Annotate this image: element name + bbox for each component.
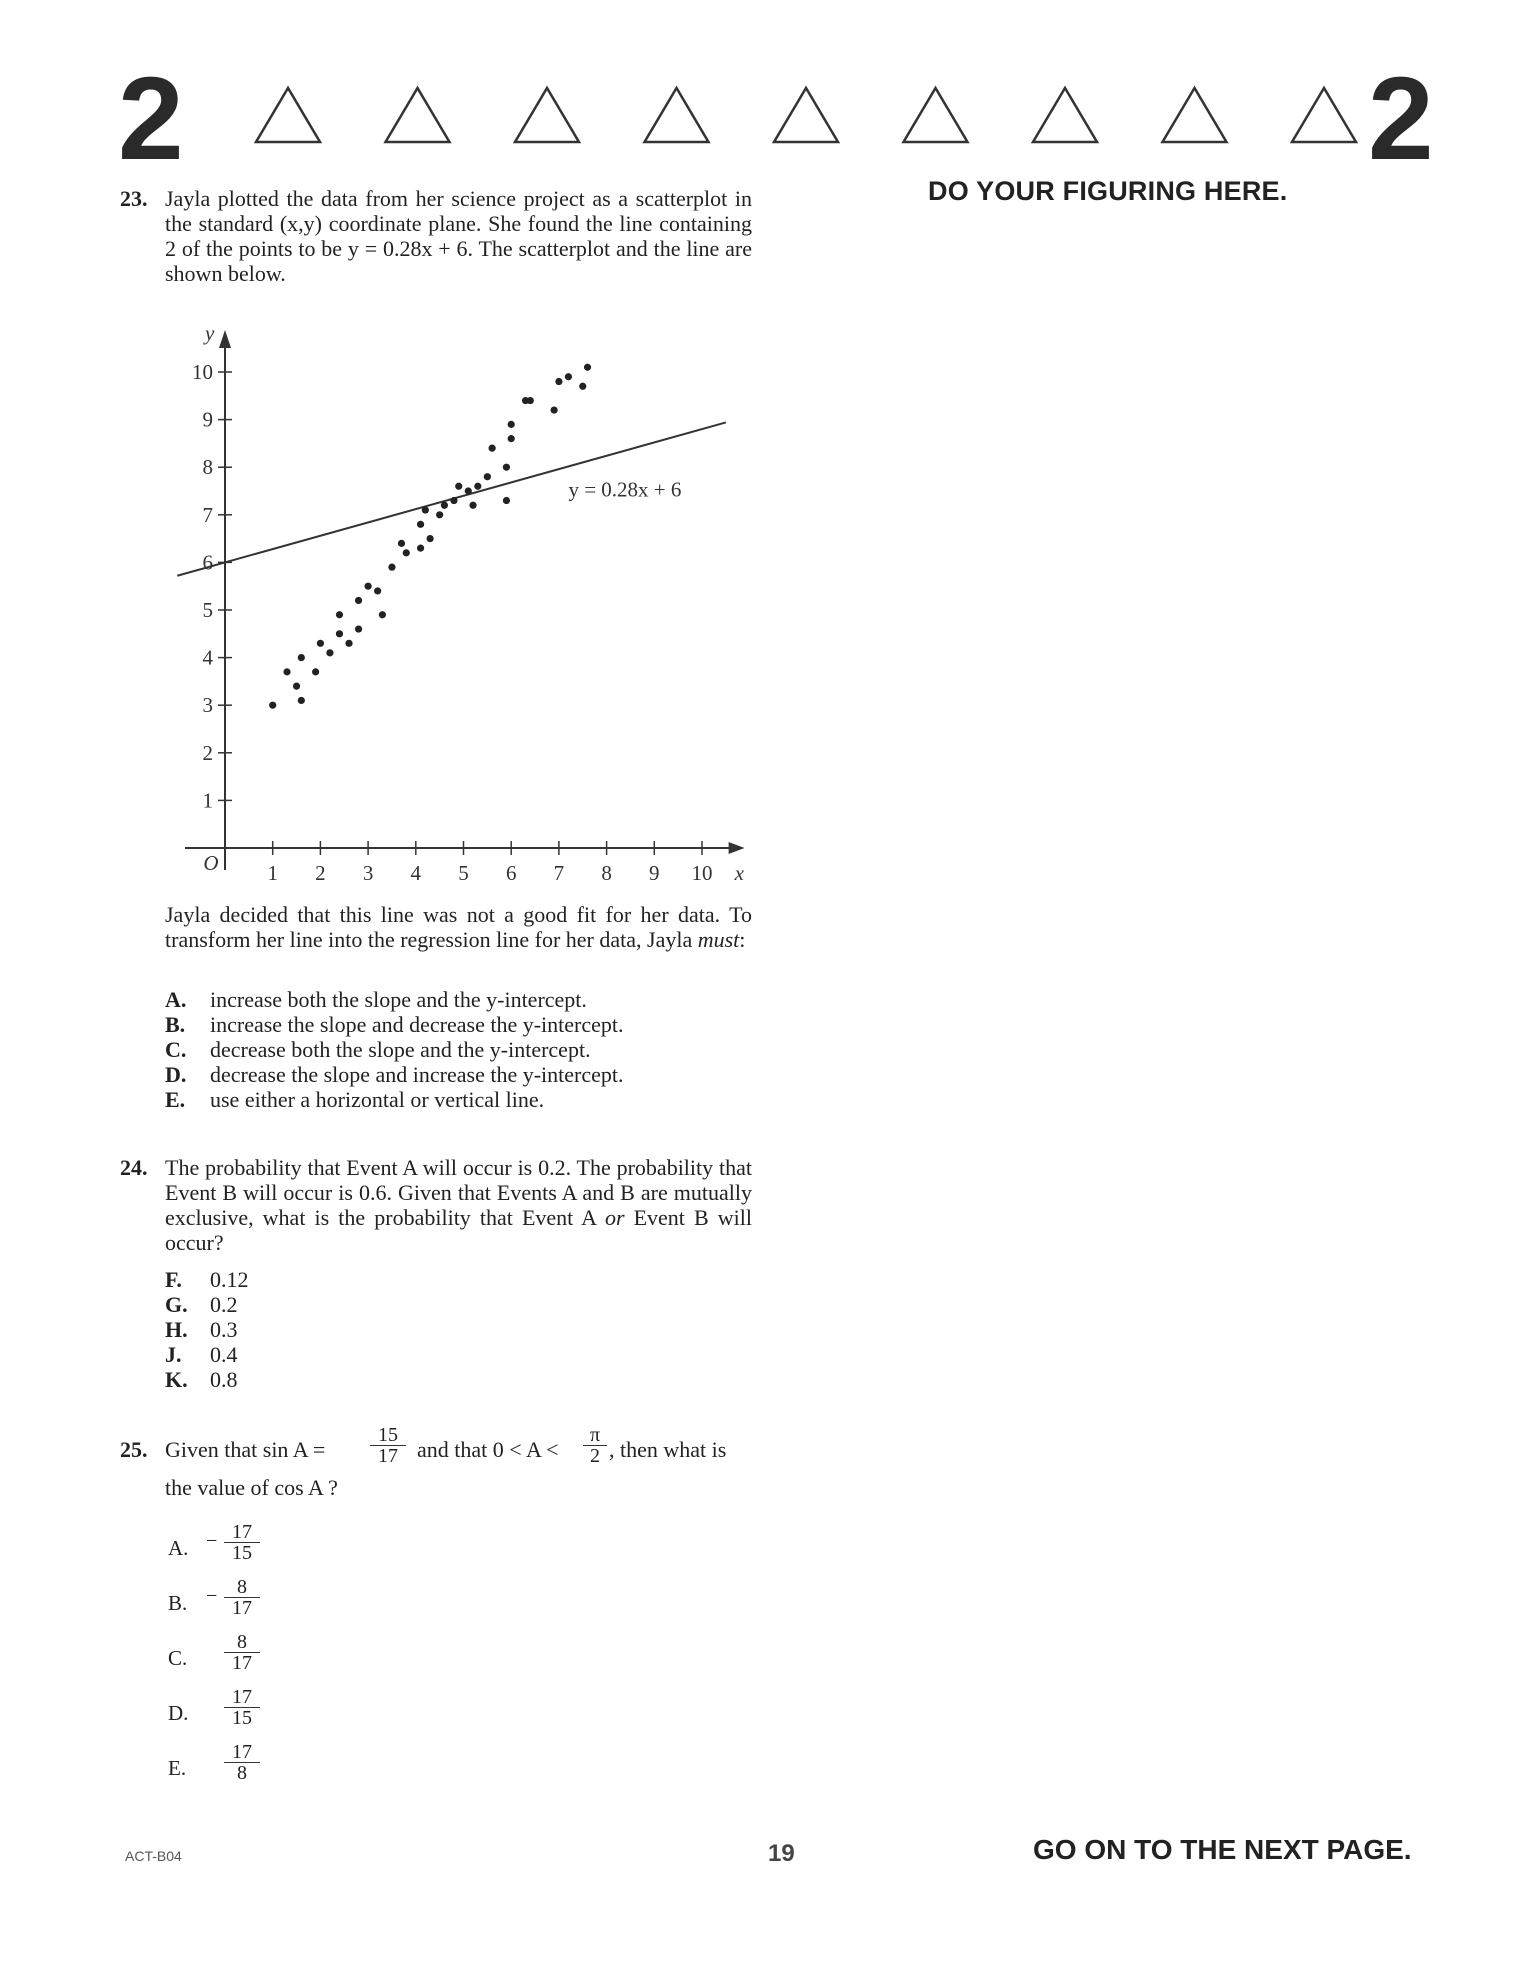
y-axis-arrow — [219, 330, 231, 348]
denominator: 15 — [232, 1542, 252, 1564]
denominator: 8 — [237, 1762, 247, 1784]
choice-text: 0.2 — [210, 1292, 238, 1317]
question-23-stem-text: Jayla decided that this line was not a good fit for her data. To transform her line into the regression line for her data, Jayla — [165, 902, 752, 952]
answer-choice-b[interactable] — [168, 1577, 268, 1625]
x-axis-arrow — [729, 842, 745, 854]
data-point — [450, 497, 457, 504]
choice-text: use either a horizontal or vertical line. — [210, 1087, 545, 1112]
choice-letter: F. — [165, 1267, 182, 1292]
negative-sign: − — [206, 1585, 218, 1607]
numerator: 17 — [224, 1687, 260, 1708]
question-23-stem-continued — [165, 902, 752, 952]
answer-choice-c[interactable] — [168, 1632, 268, 1680]
triangle-icon — [1033, 88, 1097, 142]
denominator: 15 — [232, 1707, 252, 1729]
triangle-icon — [774, 88, 838, 142]
data-point — [298, 654, 305, 661]
triangle-icon — [645, 88, 709, 142]
choice-text: increase both the slope and the y-intercept. — [210, 987, 587, 1012]
question-23-stem: Jayla plotted the data from her science project as a scatterplot in the standard (x,y) coordinate plane. She found the line containing 2 of the points to be y = 0.28x + 6. The scatterplot and the line are shown below. — [165, 186, 752, 286]
data-point — [436, 511, 443, 518]
choice-text: 0.8 — [210, 1367, 238, 1392]
numerator: 17 — [224, 1742, 260, 1763]
y-tick-label: 8 — [202, 455, 213, 480]
choice-letter: A. — [168, 1536, 189, 1560]
triangle-icon — [904, 88, 968, 142]
triangle-icon — [256, 88, 320, 142]
choice-letter: D. — [165, 1062, 187, 1087]
form-code: ACT-B04 — [125, 1848, 182, 1864]
x-tick-label: 4 — [410, 861, 422, 880]
data-point — [374, 587, 381, 594]
next-page-note: GO ON TO THE NEXT PAGE. — [1033, 1834, 1412, 1865]
data-point — [326, 649, 333, 656]
y-tick-label: 2 — [202, 740, 213, 765]
data-point — [336, 611, 343, 618]
y-tick-label: 5 — [202, 598, 213, 622]
choice-letter: E. — [168, 1756, 187, 1780]
data-point — [474, 483, 481, 490]
choice-text: 0.4 — [210, 1342, 238, 1367]
section-number-left: 2 — [118, 53, 184, 185]
data-point — [503, 497, 510, 504]
question-24-emphasis: or — [604, 1205, 625, 1230]
x-tick-label: 7 — [553, 861, 565, 880]
negative-sign: − — [206, 1530, 218, 1552]
pi-numerator: π — [583, 1425, 607, 1446]
question-24-number: 24. — [120, 1155, 148, 1180]
denominator: 17 — [232, 1597, 252, 1619]
y-tick-label: 10 — [192, 360, 213, 384]
answer-choice-h[interactable] — [165, 1317, 238, 1342]
sin-fraction — [370, 1425, 406, 1466]
data-point — [484, 473, 491, 480]
choice-letter: H. — [165, 1317, 188, 1342]
data-point — [336, 630, 343, 637]
answer-choice-a[interactable] — [165, 987, 587, 1012]
data-point — [365, 583, 372, 590]
choice-text: decrease both the slope and the y-intercept. — [210, 1037, 591, 1062]
question-25-stem-mid: and that 0 < A < — [417, 1437, 559, 1462]
x-axis-label: x — [734, 861, 744, 880]
data-point — [584, 364, 591, 371]
figuring-note: DO YOUR FIGURING HERE. — [928, 176, 1288, 206]
y-tick-label: 9 — [202, 407, 213, 432]
y-tick-label: 3 — [202, 693, 213, 718]
data-point — [579, 383, 586, 390]
data-point — [508, 435, 515, 442]
data-point — [503, 464, 510, 471]
choice-letter: K. — [165, 1367, 188, 1392]
choice-letter: C. — [168, 1646, 188, 1670]
x-tick-label: 2 — [315, 861, 326, 880]
choice-text: increase the slope and decrease the y-intercept. — [210, 1012, 624, 1037]
data-point — [441, 502, 448, 509]
answer-choice-c[interactable] — [165, 1037, 591, 1062]
choice-letter: B. — [168, 1591, 188, 1615]
data-point — [312, 668, 319, 675]
answer-choice-k[interactable] — [165, 1367, 238, 1392]
triangle-icon — [1163, 88, 1227, 142]
answer-choice-e[interactable] — [168, 1742, 268, 1790]
x-tick-label: 3 — [362, 861, 374, 880]
data-point — [527, 397, 534, 404]
data-point — [427, 535, 434, 542]
fit-line-label: y = 0.28x + 6 — [568, 477, 682, 502]
sin-numerator: 15 — [370, 1425, 406, 1446]
data-point — [398, 540, 405, 547]
answer-choice-a[interactable] — [168, 1522, 268, 1570]
triangle-icon — [386, 88, 450, 142]
data-point — [317, 640, 324, 647]
data-point — [403, 549, 410, 556]
origin-label: O — [203, 851, 219, 875]
choice-fraction — [224, 1742, 260, 1783]
answer-choice-j[interactable] — [165, 1342, 238, 1367]
data-point — [555, 378, 562, 385]
answer-choice-f[interactable] — [165, 1267, 249, 1292]
choice-fraction — [206, 1521, 260, 1564]
question-24-stem — [165, 1155, 752, 1255]
x-tick-label: 5 — [458, 861, 469, 880]
y-tick-label: 4 — [202, 645, 213, 670]
choice-fraction — [224, 1632, 260, 1673]
denominator: 17 — [232, 1652, 252, 1674]
data-point — [345, 640, 352, 647]
choice-fraction — [224, 1687, 260, 1728]
question-23-emphasis: must — [697, 927, 740, 952]
choice-text: decrease the slope and increase the y-intercept. — [210, 1062, 624, 1087]
answer-choice-g[interactable] — [165, 1292, 238, 1317]
scatterplot — [150, 320, 750, 880]
x-tick-label: 1 — [267, 861, 278, 880]
data-point — [388, 564, 395, 571]
numerator: 8 — [224, 1632, 260, 1653]
question-23-stem-end: : — [739, 927, 746, 952]
choice-letter: G. — [165, 1292, 188, 1317]
choice-text: 0.3 — [210, 1317, 238, 1342]
data-point — [469, 502, 476, 509]
data-point — [422, 506, 429, 513]
x-tick-label: 8 — [601, 861, 612, 880]
x-tick-label: 6 — [505, 861, 517, 880]
data-point — [283, 668, 290, 675]
triangle-icon — [515, 88, 579, 142]
data-point — [355, 625, 362, 632]
data-point — [565, 373, 572, 380]
data-point — [465, 487, 472, 494]
y-tick-label: 1 — [202, 788, 213, 813]
question-24-stem-end: Event B will occur? — [165, 1205, 753, 1255]
x-tick-label: 10 — [691, 861, 713, 880]
data-point — [298, 697, 305, 704]
choice-letter: D. — [168, 1701, 189, 1725]
data-point — [417, 545, 424, 552]
data-point — [355, 597, 362, 604]
choice-letter: A. — [165, 987, 187, 1012]
question-25-stem-pre: Given that sin A = — [165, 1437, 326, 1462]
numerator: 17 — [224, 1522, 260, 1543]
data-point — [293, 683, 300, 690]
question-25-stem-line2: the value of cos A ? — [165, 1475, 338, 1500]
pi-denominator: 2 — [590, 1445, 600, 1467]
page-number: 19 — [768, 1840, 795, 1867]
data-point — [489, 445, 496, 452]
question-25-stem-post: , then what is — [609, 1437, 727, 1462]
data-point — [417, 521, 424, 528]
triangle-icon — [1292, 88, 1356, 142]
answer-choice-d[interactable] — [165, 1062, 624, 1087]
y-tick-label: 7 — [202, 502, 213, 527]
data-point — [508, 421, 515, 428]
section-number-right: 2 — [1368, 53, 1434, 185]
sin-denominator: 17 — [378, 1445, 398, 1467]
answer-choice-d[interactable] — [168, 1687, 268, 1735]
question-25-number: 25. — [120, 1437, 148, 1462]
answer-choice-e[interactable] — [165, 1087, 544, 1112]
choice-letter: E. — [165, 1087, 186, 1112]
question-23-number: 23. — [120, 186, 148, 211]
choice-letter: C. — [165, 1037, 187, 1062]
numerator: 8 — [224, 1577, 260, 1598]
pi-fraction — [583, 1425, 607, 1466]
triangle-row — [0, 0, 1530, 185]
data-point — [269, 702, 276, 709]
y-tick-label: 6 — [202, 550, 213, 575]
x-tick-label: 9 — [649, 861, 660, 880]
choice-text: 0.12 — [210, 1267, 249, 1292]
data-point — [455, 483, 462, 490]
choice-fraction — [206, 1576, 260, 1619]
data-point — [551, 406, 558, 413]
choice-letter: J. — [165, 1342, 182, 1367]
data-point — [379, 611, 386, 618]
question-25-stem — [165, 1425, 765, 1475]
y-axis-label: y — [205, 321, 215, 345]
question-24-stem-text: The probability that Event A will occur is 0.2. The probability that Event B will occur is 0.6. Given that Events A and B are mutually exclusive, what is the probability that Event A — [165, 1155, 752, 1230]
choice-letter: B. — [165, 1012, 186, 1037]
answer-choice-b[interactable] — [165, 1012, 624, 1037]
